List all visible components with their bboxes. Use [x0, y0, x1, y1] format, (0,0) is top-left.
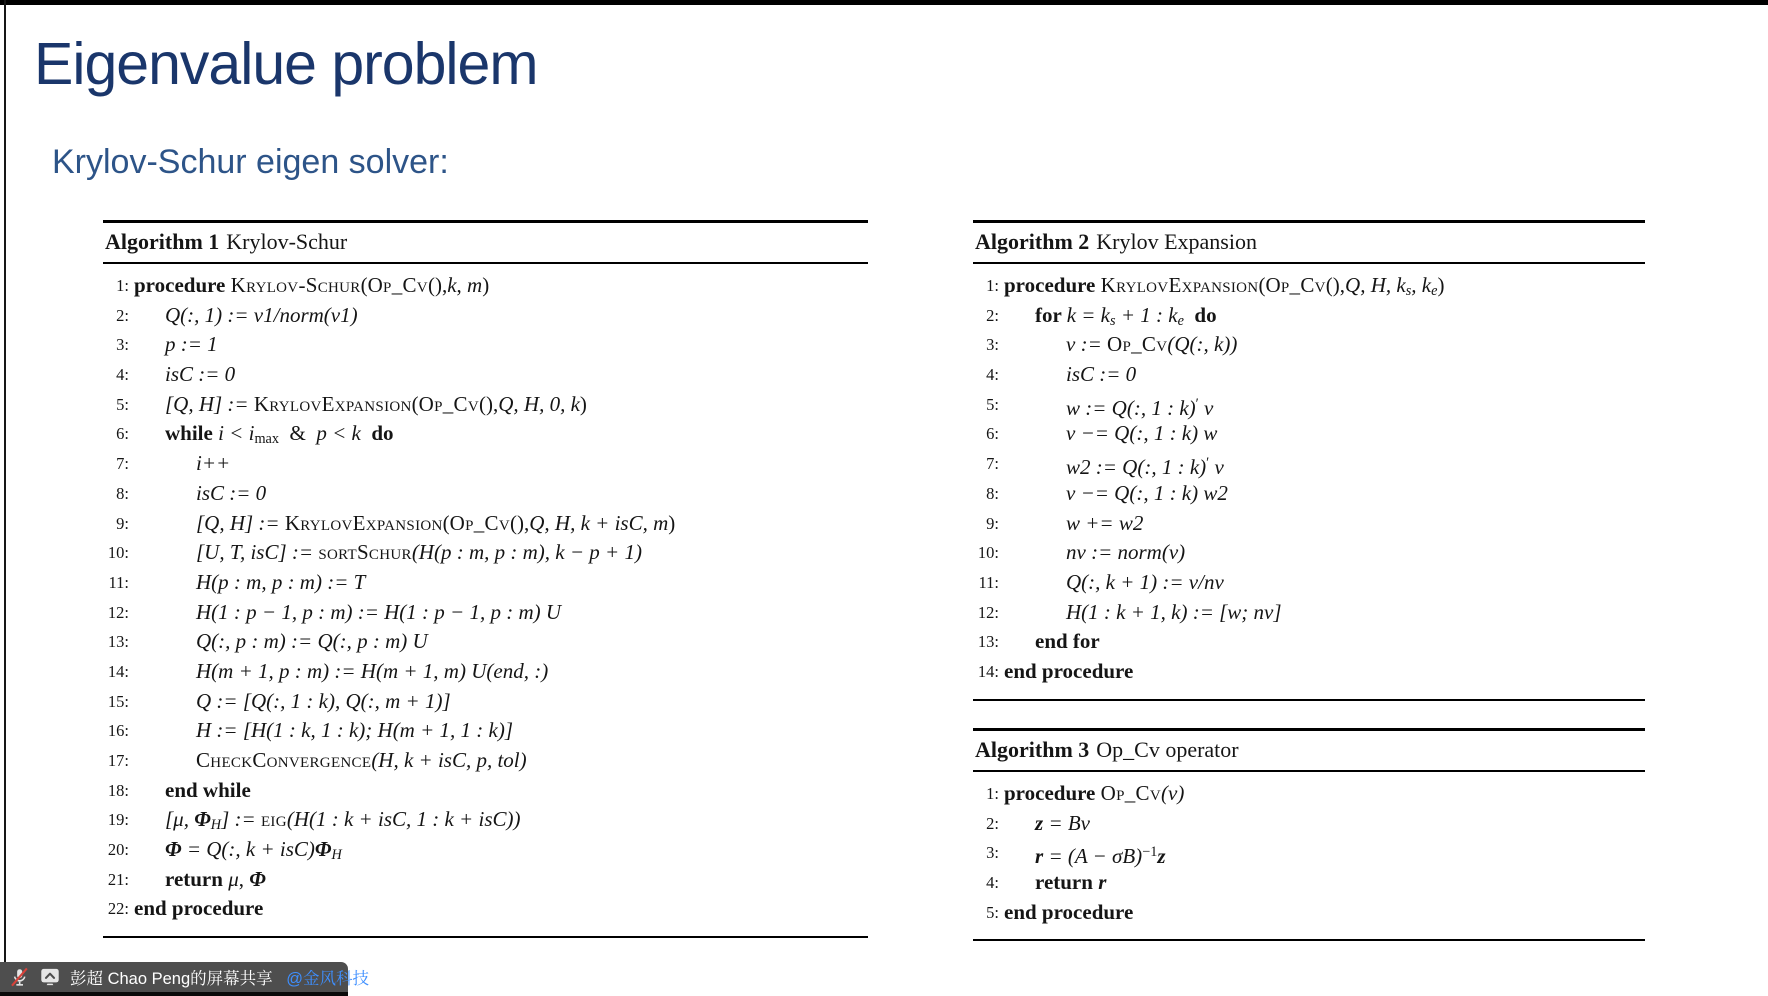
line-code: procedure KrylovExpansion(Op_Cv(),Q, H, ks, ke) [1004, 273, 1445, 300]
line-code: i++ [196, 451, 231, 476]
line-code: end procedure [1004, 658, 1134, 683]
line-number: 12: [107, 602, 129, 622]
line-number: 9: [116, 513, 129, 533]
line-number: 9: [986, 513, 999, 533]
algorithm-line [973, 868, 1645, 898]
line-number: 10: [977, 543, 999, 563]
banner-base-strip [0, 992, 348, 996]
algorithm-line [103, 805, 868, 835]
algorithm-line [103, 598, 868, 628]
screen-share-banner [0, 962, 369, 992]
line-code: Q(:, p : m) := Q(:, p : m) U [196, 629, 428, 654]
line-number: 5: [986, 394, 999, 414]
line-number: 18: [107, 780, 129, 800]
algorithm-line [973, 419, 1645, 449]
algorithm-line [103, 509, 868, 539]
line-number: 10: [107, 543, 129, 563]
algorithm-line [103, 865, 868, 895]
line-number: 12: [977, 602, 999, 622]
algorithm-line [973, 390, 1645, 420]
line-code: H(p : m, p : m) := T [196, 569, 366, 594]
algorithm-line [103, 716, 868, 746]
line-number: 5: [986, 902, 999, 922]
algorithm-name: Krylov Expansion [1096, 229, 1257, 254]
screen-share-icon [39, 966, 61, 988]
algorithm-line [973, 449, 1645, 479]
line-number: 4: [986, 365, 999, 385]
algorithm-line [973, 627, 1645, 657]
line-number: 22: [107, 899, 129, 919]
line-number: 6: [116, 424, 129, 444]
line-number: 8: [116, 483, 129, 503]
line-code: for k = ks + 1 : ke do [1035, 302, 1217, 329]
line-number: 3: [986, 335, 999, 355]
algorithm-line [973, 479, 1645, 509]
line-code: isC := 0 [1066, 362, 1137, 387]
line-code: H := [H(1 : k, 1 : k); H(m + 1, 1 : k)] [196, 718, 513, 743]
line-number: 21: [107, 869, 129, 889]
algorithm-line [103, 330, 868, 360]
algorithm-name: Krylov-Schur [226, 229, 348, 254]
line-code: isC := 0 [196, 480, 267, 505]
line-number: 3: [986, 843, 999, 863]
line-number: 3: [116, 335, 129, 355]
line-code: while i < imax & p < k do [165, 421, 394, 448]
algorithm-line [973, 360, 1645, 390]
line-code: [Q, H] := KrylovExpansion(Op_Cv(),Q, H, 0, k) [165, 391, 587, 416]
line-code: H(1 : k + 1, k) := [w; nv] [1066, 599, 1282, 624]
algorithm-line [973, 809, 1645, 839]
algorithm-label: Algorithm 2 [975, 229, 1090, 254]
line-number: 2: [116, 305, 129, 325]
algorithm-3-panel [973, 728, 1645, 941]
algorithm-line [103, 419, 868, 449]
line-number: 7: [116, 454, 129, 474]
line-number: 4: [986, 873, 999, 893]
algorithm-header [973, 220, 1645, 264]
algorithm-body [103, 264, 868, 938]
line-code: w := Q(:, 1 : k)′ v [1066, 395, 1214, 420]
line-number: 16: [107, 721, 129, 741]
algorithm-line [973, 598, 1645, 628]
line-number: 2: [986, 305, 999, 325]
line-code: $r = (A - \sigma B)^{-1}z$ [1035, 844, 1166, 869]
line-number: 13: [107, 632, 129, 652]
window-frame-left [4, 0, 6, 996]
algorithm-2-panel [973, 220, 1645, 701]
line-code: v := Op_Cv(Q(:, k)) [1066, 332, 1238, 357]
presenter-share-text: 彭超 Chao Peng的屏幕共享 [70, 970, 278, 988]
slide-subtitle: Krylov-Schur eigen solver: [52, 143, 449, 181]
algorithm-line [103, 835, 868, 865]
line-code: nv := norm(v) [1066, 540, 1186, 565]
algorithm-header [103, 220, 868, 264]
line-number: 7: [986, 454, 999, 474]
line-number: 13: [977, 632, 999, 652]
algorithm-1-panel [103, 220, 868, 938]
line-code: [μ, ΦH] := eig(H(1 : k + isC, 1 : k + isC)) [165, 807, 521, 834]
line-number: 14: [977, 661, 999, 681]
algorithm-name: Op_Cv operator [1096, 737, 1239, 762]
window-frame-top [0, 0, 1768, 5]
algorithm-label: Algorithm 1 [105, 229, 220, 254]
line-number: 4: [116, 365, 129, 385]
line-code: procedure Op_Cv(v) [1004, 781, 1185, 805]
line-code: Q := [Q(:, 1 : k), Q(:, m + 1)] [196, 688, 451, 713]
algorithm-header [973, 728, 1645, 772]
algorithm-line [103, 746, 868, 776]
line-code: CheckConvergence(H, k + isC, p, tol) [196, 748, 527, 772]
line-code: z = Bv [1035, 810, 1091, 835]
algorithm-line [103, 627, 868, 657]
line-code: return μ, Φ [165, 866, 266, 891]
line-number: 5: [116, 394, 129, 414]
line-code: H(1 : p − 1, p : m) := H(1 : p − 1, p : m) U [196, 599, 562, 624]
line-code: H(m + 1, p : m) := H(m + 1, m) U(end, :) [196, 658, 549, 683]
algorithm-line [973, 538, 1645, 568]
algorithm-line [103, 479, 868, 509]
line-number: 11: [108, 572, 129, 592]
line-code: [Q, H] := KrylovExpansion(Op_Cv(),Q, H, k + isC, m) [196, 510, 676, 535]
line-code: w2 := Q(:, 1 : k)′ v [1066, 455, 1224, 480]
algorithm-line [103, 390, 868, 420]
line-code: end procedure [1004, 899, 1134, 924]
line-number: 15: [107, 691, 129, 711]
algorithm-line [103, 657, 868, 687]
line-code: Q(:, k + 1) := v/nv [1066, 569, 1224, 594]
algorithm-line [973, 779, 1645, 809]
line-code: Q(:, 1) := v1/norm(v1) [165, 302, 358, 327]
algorithm-line [103, 360, 868, 390]
algorithm-label: Algorithm 3 [975, 737, 1090, 762]
algorithm-line [103, 776, 868, 806]
line-code: return r [1035, 870, 1107, 895]
line-number: 11: [978, 572, 999, 592]
line-number: 14: [107, 661, 129, 681]
line-number: 19: [107, 810, 129, 830]
algorithm-line [103, 271, 868, 301]
line-number: 8: [986, 483, 999, 503]
algorithm-line [103, 449, 868, 479]
algorithm-line [103, 538, 868, 568]
algorithm-line [973, 271, 1645, 301]
line-number: 2: [986, 813, 999, 833]
algorithm-body [973, 264, 1645, 701]
line-code: v −= Q(:, 1 : k) w2 [1066, 480, 1228, 505]
line-number: 6: [986, 424, 999, 444]
line-code: procedure Krylov-Schur(Op_Cv(),k, m) [134, 273, 490, 297]
algorithm-line [973, 568, 1645, 598]
line-number: 1: [986, 276, 999, 295]
algorithm-line [973, 330, 1645, 360]
algorithm-line [973, 838, 1645, 868]
algorithm-line [103, 568, 868, 598]
mention-link[interactable]: @金风科技 [286, 970, 369, 988]
slide-title: Eigenvalue problem [34, 31, 538, 97]
line-code: p := 1 [165, 332, 218, 357]
line-code: w += w2 [1066, 510, 1144, 535]
muted-microphone-icon [9, 967, 30, 988]
line-code: end while [165, 777, 251, 802]
algorithm-line [103, 894, 868, 924]
algorithm-line [973, 301, 1645, 331]
algorithm-line [103, 301, 868, 331]
line-code: Φ = Q(:, k + isC)ΦH [165, 837, 342, 864]
line-code: isC := 0 [165, 362, 236, 387]
algorithm-line [973, 509, 1645, 539]
algorithm-line [973, 657, 1645, 687]
algorithm-line [973, 898, 1645, 928]
line-number: 1: [986, 784, 999, 803]
line-number: 17: [107, 751, 129, 770]
line-number: 1: [116, 276, 129, 295]
algorithm-body [973, 772, 1645, 941]
line-number: 20: [107, 840, 129, 860]
line-code: end procedure [134, 896, 264, 921]
algorithm-line [103, 687, 868, 717]
line-code: end for [1035, 629, 1100, 654]
line-code: v −= Q(:, 1 : k) w [1066, 421, 1218, 446]
line-code: [U, T, isC] := sortSchur(H(p : m, p : m), k − p + 1) [196, 540, 642, 565]
